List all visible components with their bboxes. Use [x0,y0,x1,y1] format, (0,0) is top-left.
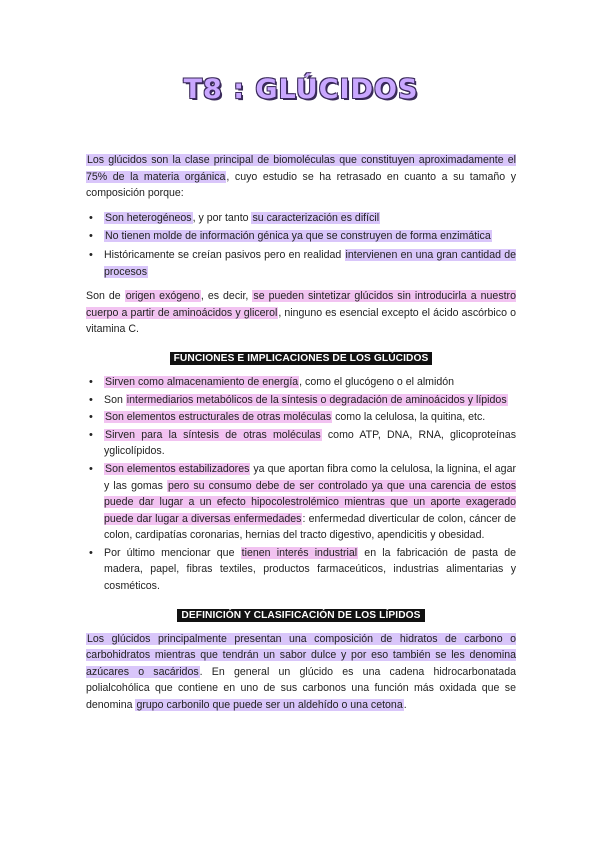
section-heading-definition [86,605,516,623]
text: , y por tanto [192,211,252,224]
text: Son de [86,290,125,303]
highlight: grupo carbonilo que puede ser un aldehído o una cetona [136,699,403,712]
text: . [403,699,407,712]
text: Históricamente se creían pasivos pero en realidad [104,248,345,261]
text: . En general un glúcido es una cadena hidrocarbonatada polialcohólica que contiene en uno de sus carbonos una función más oxidada que se denomina [86,665,516,712]
highlight: pero su consumo debe de ser controlado ya que una carencia de estos puede dar lugar a un efecto hipocolestrolémico mientras que un aporte exagerado puede dar lugar a diversas enfermedades [104,479,517,525]
text: Son [104,393,126,406]
text: ya que aportan fibra como la celulosa, la lignina, el agar y las gomas [104,462,516,492]
definition-paragraph [86,631,516,714]
text: , como el glucógeno o el almidón [299,375,455,388]
section-heading-functions [86,348,516,366]
title-wrap [86,0,516,134]
highlight: intermediarios metabólicos de la síntesis o degradación de aminoácidos y lípidos [126,393,507,406]
highlight: Son elementos estructurales de otras moléculas [105,411,332,424]
functions-list [86,374,516,595]
highlight: intervienen en una gran cantidad de procesos [104,248,517,278]
highlight: origen exógeno [125,290,200,303]
text: : enfermedad diverticular de colon, cáncer de colon, cardipatías coronarias, hernias del tracto digestivo, apendicitis y obesidad. [104,512,517,542]
heading-label: DEFINICIÓN Y CLASIFICACIÓN DE LOS LÍPIDOS [177,609,424,622]
list-item [86,374,516,391]
highlight: Son heterogéneos [105,211,192,224]
highlight: Sirven como almacenamiento de energía [105,375,299,388]
highlight: tienen interés industrial [241,546,358,559]
text: , cuyo estudio se ha retrasado en cuanto a su tamaño y composición porque: [86,170,516,200]
heading-label: FUNCIONES E IMPLICACIONES DE LOS GLÚCIDOS [170,352,433,365]
list-item [86,545,516,595]
list-item [86,228,516,245]
text: en la fabricación de pasta de madera, papel, fibras textiles, productos farmaceúticos, industrias alimentarias y cosméticos. [104,546,517,593]
origin-paragraph [86,288,516,338]
text: , ninguno es esencial excepto el ácido ascórbico o vitamina C. [86,306,516,336]
highlight: su caracterización es difícil [252,211,380,224]
list-item [86,461,516,544]
highlight: se pueden sintetizar glúcidos sin introducirla a nuestro cuerpo a partir de aminoácidos y glicerol [86,290,516,319]
intro-paragraph [86,152,516,202]
text: como la celulosa, la quitina, etc. [332,411,486,424]
text: , es decir, [200,290,253,303]
list-item [86,409,516,426]
list-item [86,210,516,227]
highlight: No tienen molde de información génica ya que se construyen de forma enzimática [105,230,491,243]
highlight: Los glúcidos son la clase principal de biomoléculas que constituyen aproximadamente el 75% de la materia orgánica [86,154,516,183]
text: Por último mencionar que [104,546,241,559]
list-item [86,427,516,460]
list-item [86,247,516,280]
list-item [86,392,516,409]
highlight: Los glúcidos principalmente presentan una composición de hidratos de carbono o carbohidratos mientras que tendrán un sabor dulce y por eso también se les denomina azúcares o sacáridos [86,632,516,678]
reasons-list [86,210,516,280]
text: como ATP, DNA, RNA, glicoproteínas yglicolípidos. [104,428,517,458]
highlight: Sirven para la síntesis de otras moléculas [105,428,321,441]
highlight: Son elementos estabilizadores [105,462,250,475]
page-title: T8 : GLÚCIDOS [183,74,419,105]
